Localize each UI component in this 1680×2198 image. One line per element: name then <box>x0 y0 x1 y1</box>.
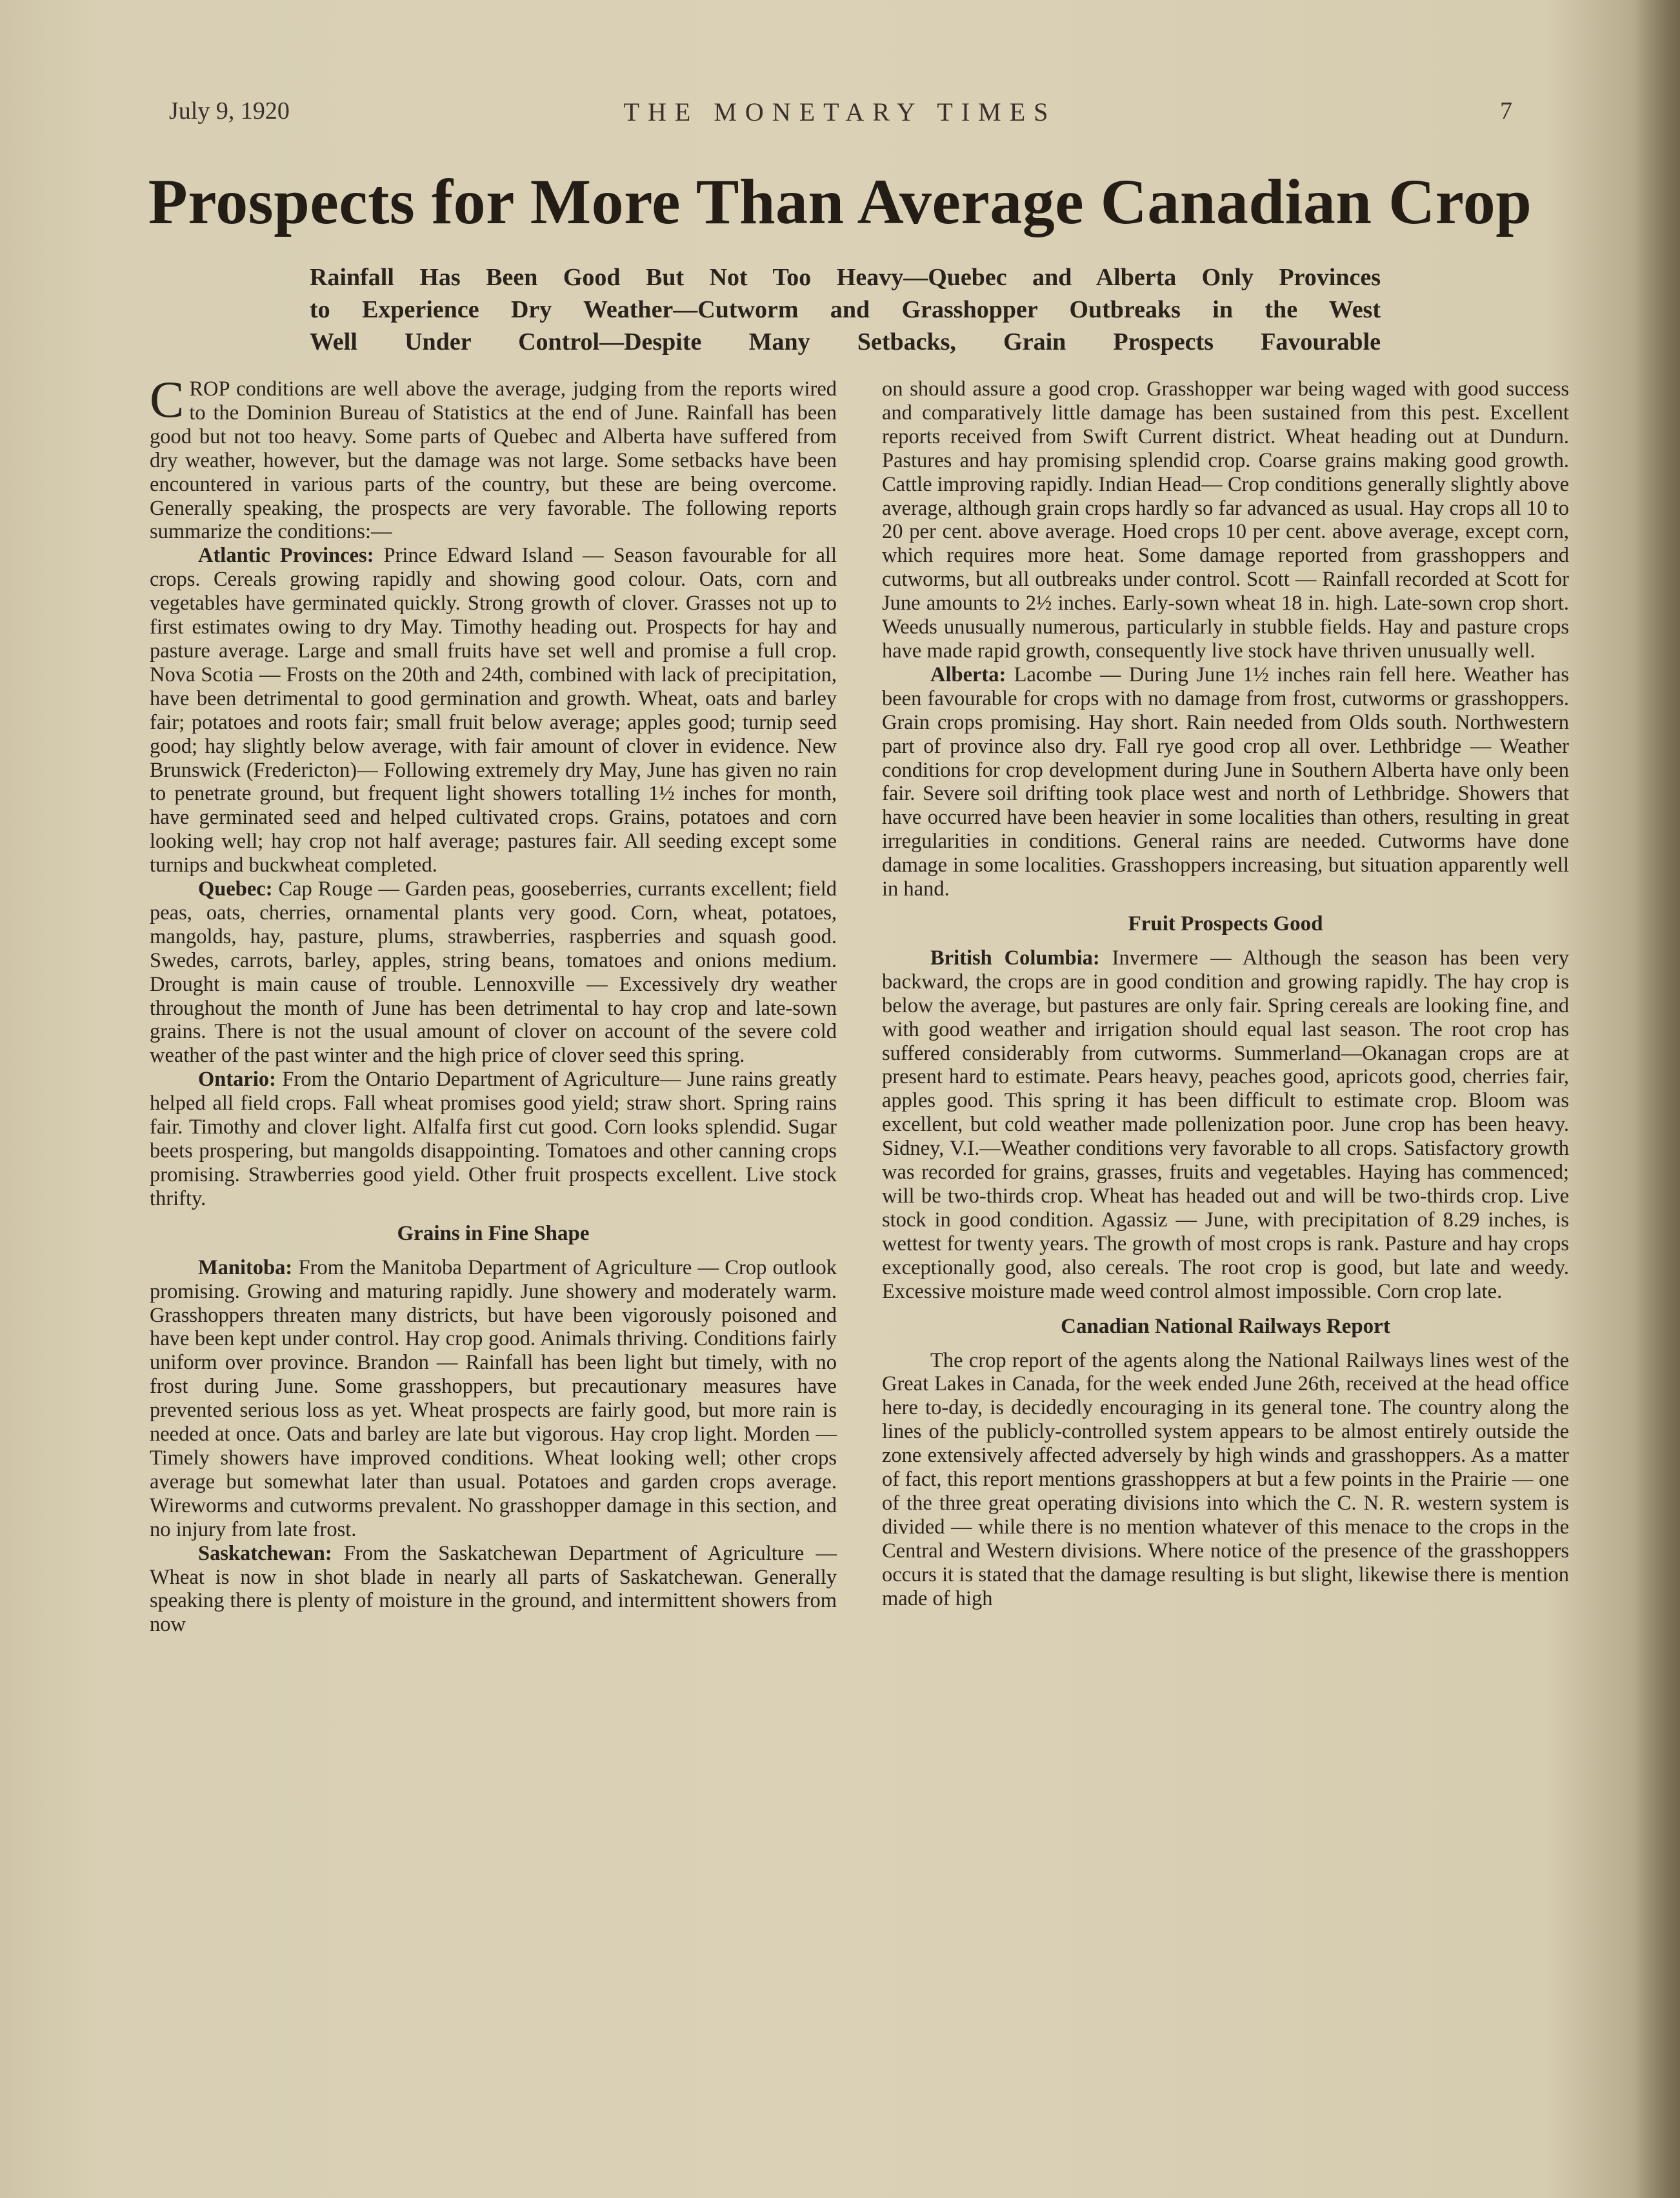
region-text: Invermere — Although the season has been very backward, the crops are in good condition and growing rapidly. The hay crop is below the average, but pastures are only fair. Spring cereals are looking fine, and with good weather and irrigation should equal last season. The root crop has suffered considerably from cutworms. Summerland—Okanagan crops are at present hard to estimate. Pears heavy, peaches good, apricots good, cherries fair, apples good. This spring it has been difficult to estimate crop. Bloom was excellent, but cold weather made pollenization poor. June crop has been heavy. Sidney, V.I.—Weather conditions very favorable to all crops. Satisfactory growth was recorded for grains, grasses, fruits and vegetables. Haying has commenced; will be two-thirds crop. Wheat has headed out and will be two-thirds crop. Live stock in good condition. Agassiz — June, with precipitation of 8.29 inches, is wettest for twenty years. The growth of most crops is rank. Pasture and hay crops exceptionally good, also cereals. The root crop is good, but late and weedy. Excessive moisture made weed control almost impossible. Corn crop late. <box>882 946 1569 1303</box>
region-text: Prince Edward Island — Season favourable for all crops. Cereals growing rapidly and showing good colour. Oats, corn and vegetables have germinated quickly. Strong growth of clover. Grasses not up to first estimates owing to dry May. Timothy heading out. Prospects for hay and pasture average. Large and small fruits have set well and promise a full crop. Nova Scotia — Frosts on the 20th and 24th, combined with lack of precipitation, have been detrimental to good germination and growth. Wheat, oats and barley fair; potatoes and roots fair; small fruit below average; apples good; turnip seed good; hay slightly below average, with fair amount of clover in evidence. New Brunswick (Fredericton)— Following extremely dry May, June has given no rain to penetrate ground, but frequent light showers totalling 1½ inches for month, have germinated seed and helped cultivated crops. Grains, potatoes and corn looking well; hay crop not half average; pastures fair. All seeding except some turnips and buckwheat completed. <box>150 544 837 877</box>
article-headline: Prospects for More Than Average Canadian Crop <box>148 166 1532 237</box>
saskatchewan-continued-paragraph: on should assure a good crop. Grasshopper war being waged with good success and comparatively little damage has been sustained from this pest. Excellent reports received from Swift Current district. Wheat heading out at Dundurn. Pastures and hay promising splendid crop. Coarse grains making good growth. Cattle improving rapidly. Indian Head— Crop conditions generally slightly above average, although grain crops hardly so far advanced as usual. Hay crops all 10 to 20 per cent. above average. Hoed crops 10 per cent. above average, except corn, which requires more heat. Some damage reported from grasshoppers and cutworms, but all outbreaks under control. Scott — Rainfall recorded at Scott for June amounts to 2½ inches. Early-sown wheat 18 in. high. Late-sown crop short. Weeds unusually numerous, particularly in stubble fields. Hay and pasture crops have made rapid growth, consequently live stock have thriven unusually well. <box>882 377 1569 663</box>
left-column <box>150 372 837 1637</box>
manitoba-paragraph <box>150 1256 837 1542</box>
article-subheadline <box>310 261 1381 358</box>
region-text: From the Saskatchewan Department of Agriculture — Wheat is now in shot blade in nearly all parts of Saskatchewan. Generally speaking there is plenty of moisture in the ground, and intermittent showers from now <box>150 1541 837 1637</box>
publication-name: THE MONETARY TIMES <box>623 97 1057 126</box>
atlantic-paragraph <box>150 544 837 877</box>
region-label: British Columbia: <box>930 946 1100 970</box>
region-label: Saskatchewan: <box>198 1541 332 1565</box>
quebec-paragraph <box>150 877 837 1068</box>
region-label: Ontario: <box>198 1068 276 1092</box>
ontario-paragraph <box>150 1068 837 1210</box>
region-label: Quebec: <box>198 877 273 901</box>
right-column <box>882 377 1569 1611</box>
intro-paragraph <box>150 372 837 544</box>
intro-text: ROP conditions are well above the average, judging from the reports wired to the Dominion Bureau of Statistics at the end of June. Rainfall has been good but not too heavy. Some parts of Quebec and Alberta have suffered from dry weather, however, but the damage was not large. Some setbacks have been encountered in various parts of the country, but these are being overcome. Generally speaking, the prospects are very favorable. The following reports summarize the conditions:— <box>150 377 837 544</box>
region-text: Cap Rouge — Garden peas, gooseberries, currants excellent; field peas, oats, cherries, ornamental plants very good. Corn, wheat, potatoes, mangolds, hay, pasture, plums, strawberries, raspberries and squash good. Swedes, carrots, barley, apples, string beans, tomatoes and onions medium. Drought is main cause of trouble. Lennoxville — Excessively dry weather throughout the month of June has been detrimental to hay crop and late-sown grains. There is not the usual amount of clover on account of the severe cold weather of the past winter and the high price of clover seed this spring. <box>150 877 837 1068</box>
page-number: 7 <box>1500 97 1512 125</box>
issue-date: July 9, 1920 <box>169 97 290 125</box>
subheadline-line: Rainfall Has Been Good But Not Too Heavy—Quebec and Alberta Only Provinces <box>310 264 1381 291</box>
region-label: Atlantic Provinces: <box>198 544 374 568</box>
subheadline-line: to Experience Dry Weather—Cutworm and Grasshopper Outbreaks in the West <box>310 296 1381 323</box>
british-columbia-paragraph <box>882 946 1569 1304</box>
binding-shadow <box>1635 0 1680 2198</box>
drop-cap: C <box>150 372 185 428</box>
region-text: From the Ontario Department of Agriculture— June rains greatly helped all field crops. Fall wheat promises good yield; straw short. Spring rains fair. Timothy and clover light. Alfalfa first cut good. Corn looks splendid. Sugar beets prospering, but mangolds disappointing. Tomatoes and other canning crops promising. Strawberries good yield. Other fruit prospects excellent. Live stock thrifty. <box>150 1068 837 1210</box>
saskatchewan-paragraph <box>150 1542 837 1637</box>
section-heading: Canadian National Railways Report <box>1061 1314 1390 1338</box>
section-heading: Grains in Fine Shape <box>397 1221 590 1245</box>
cnr-report-paragraph: The crop report of the agents along the National Railways lines west of the Great Lakes in Canada, for the week ended June 26th, received at the head office here to-day, is decidedly encouraging in its general tone. The country along the lines of the publicly-controlled system appears to be almost entirely outside the zone extensively affected adversely by high winds and grasshoppers. As a matter of fact, this report mentions grasshoppers at but a few points in the Prairie — one of the three great operating divisions into which the C. N. R. western system is divided — while there is no mention whatever of this menace to the crops in the Central and Western divisions. Where notice of the presence of the grasshoppers occurs it is stated that the damage resulting is but slight, likewise there is mention made of high <box>882 1348 1569 1610</box>
region-text: Lacombe — During June 1½ inches rain fell here. Weather has been favourable for crops with no damage from frost, cutworms or grasshoppers. Grain crops promising. Hay short. Rain needed from Olds south. Northwestern part of province also dry. Fall rye good crop all over. Lethbridge — Weather conditions for crop development during June in Southern Alberta have only been fair. Severe soil drifting took place west and north of Lethbridge. Showers that have occurred have been heavier in some localities than others, resulting in great irregularities in conditions. General rains are needed. Cutworms have done damage in some localities. Grasshoppers increasing, but situation apparently well in hand. <box>882 663 1569 901</box>
section-heading: Fruit Prospects Good <box>1128 912 1323 935</box>
region-label: Manitoba: <box>198 1255 293 1279</box>
region-label: Alberta: <box>930 663 1006 686</box>
alberta-paragraph <box>882 663 1569 901</box>
region-text: From the Manitoba Department of Agriculture — Crop outlook promising. Growing and maturing rapidly. June showery and moderately warm. Grasshoppers threaten many districts, but have been vigorously poisoned and have been kept under control. Hay crop good. Animals thriving. Conditions fairly uniform over province. Brandon — Rainfall has been light but timely, with no frost during June. Some grasshoppers, but precautionary measures have prevented serious loss as yet. Wheat prospects are fairly good, but more rain is needed at once. Oats and barley are late but vigorous. Hay crop light. Morden — Timely showers have improved conditions. Wheat looking well; other crops average but somewhat later than usual. Potatoes and garden crops average. Wireworms and cutworms prevalent. No grasshopper damage in this section, and no injury from late frost. <box>150 1255 837 1541</box>
subheadline-line: Well Under Control—Despite Many Setbacks, Grain Prospects Favourable <box>310 328 1381 355</box>
